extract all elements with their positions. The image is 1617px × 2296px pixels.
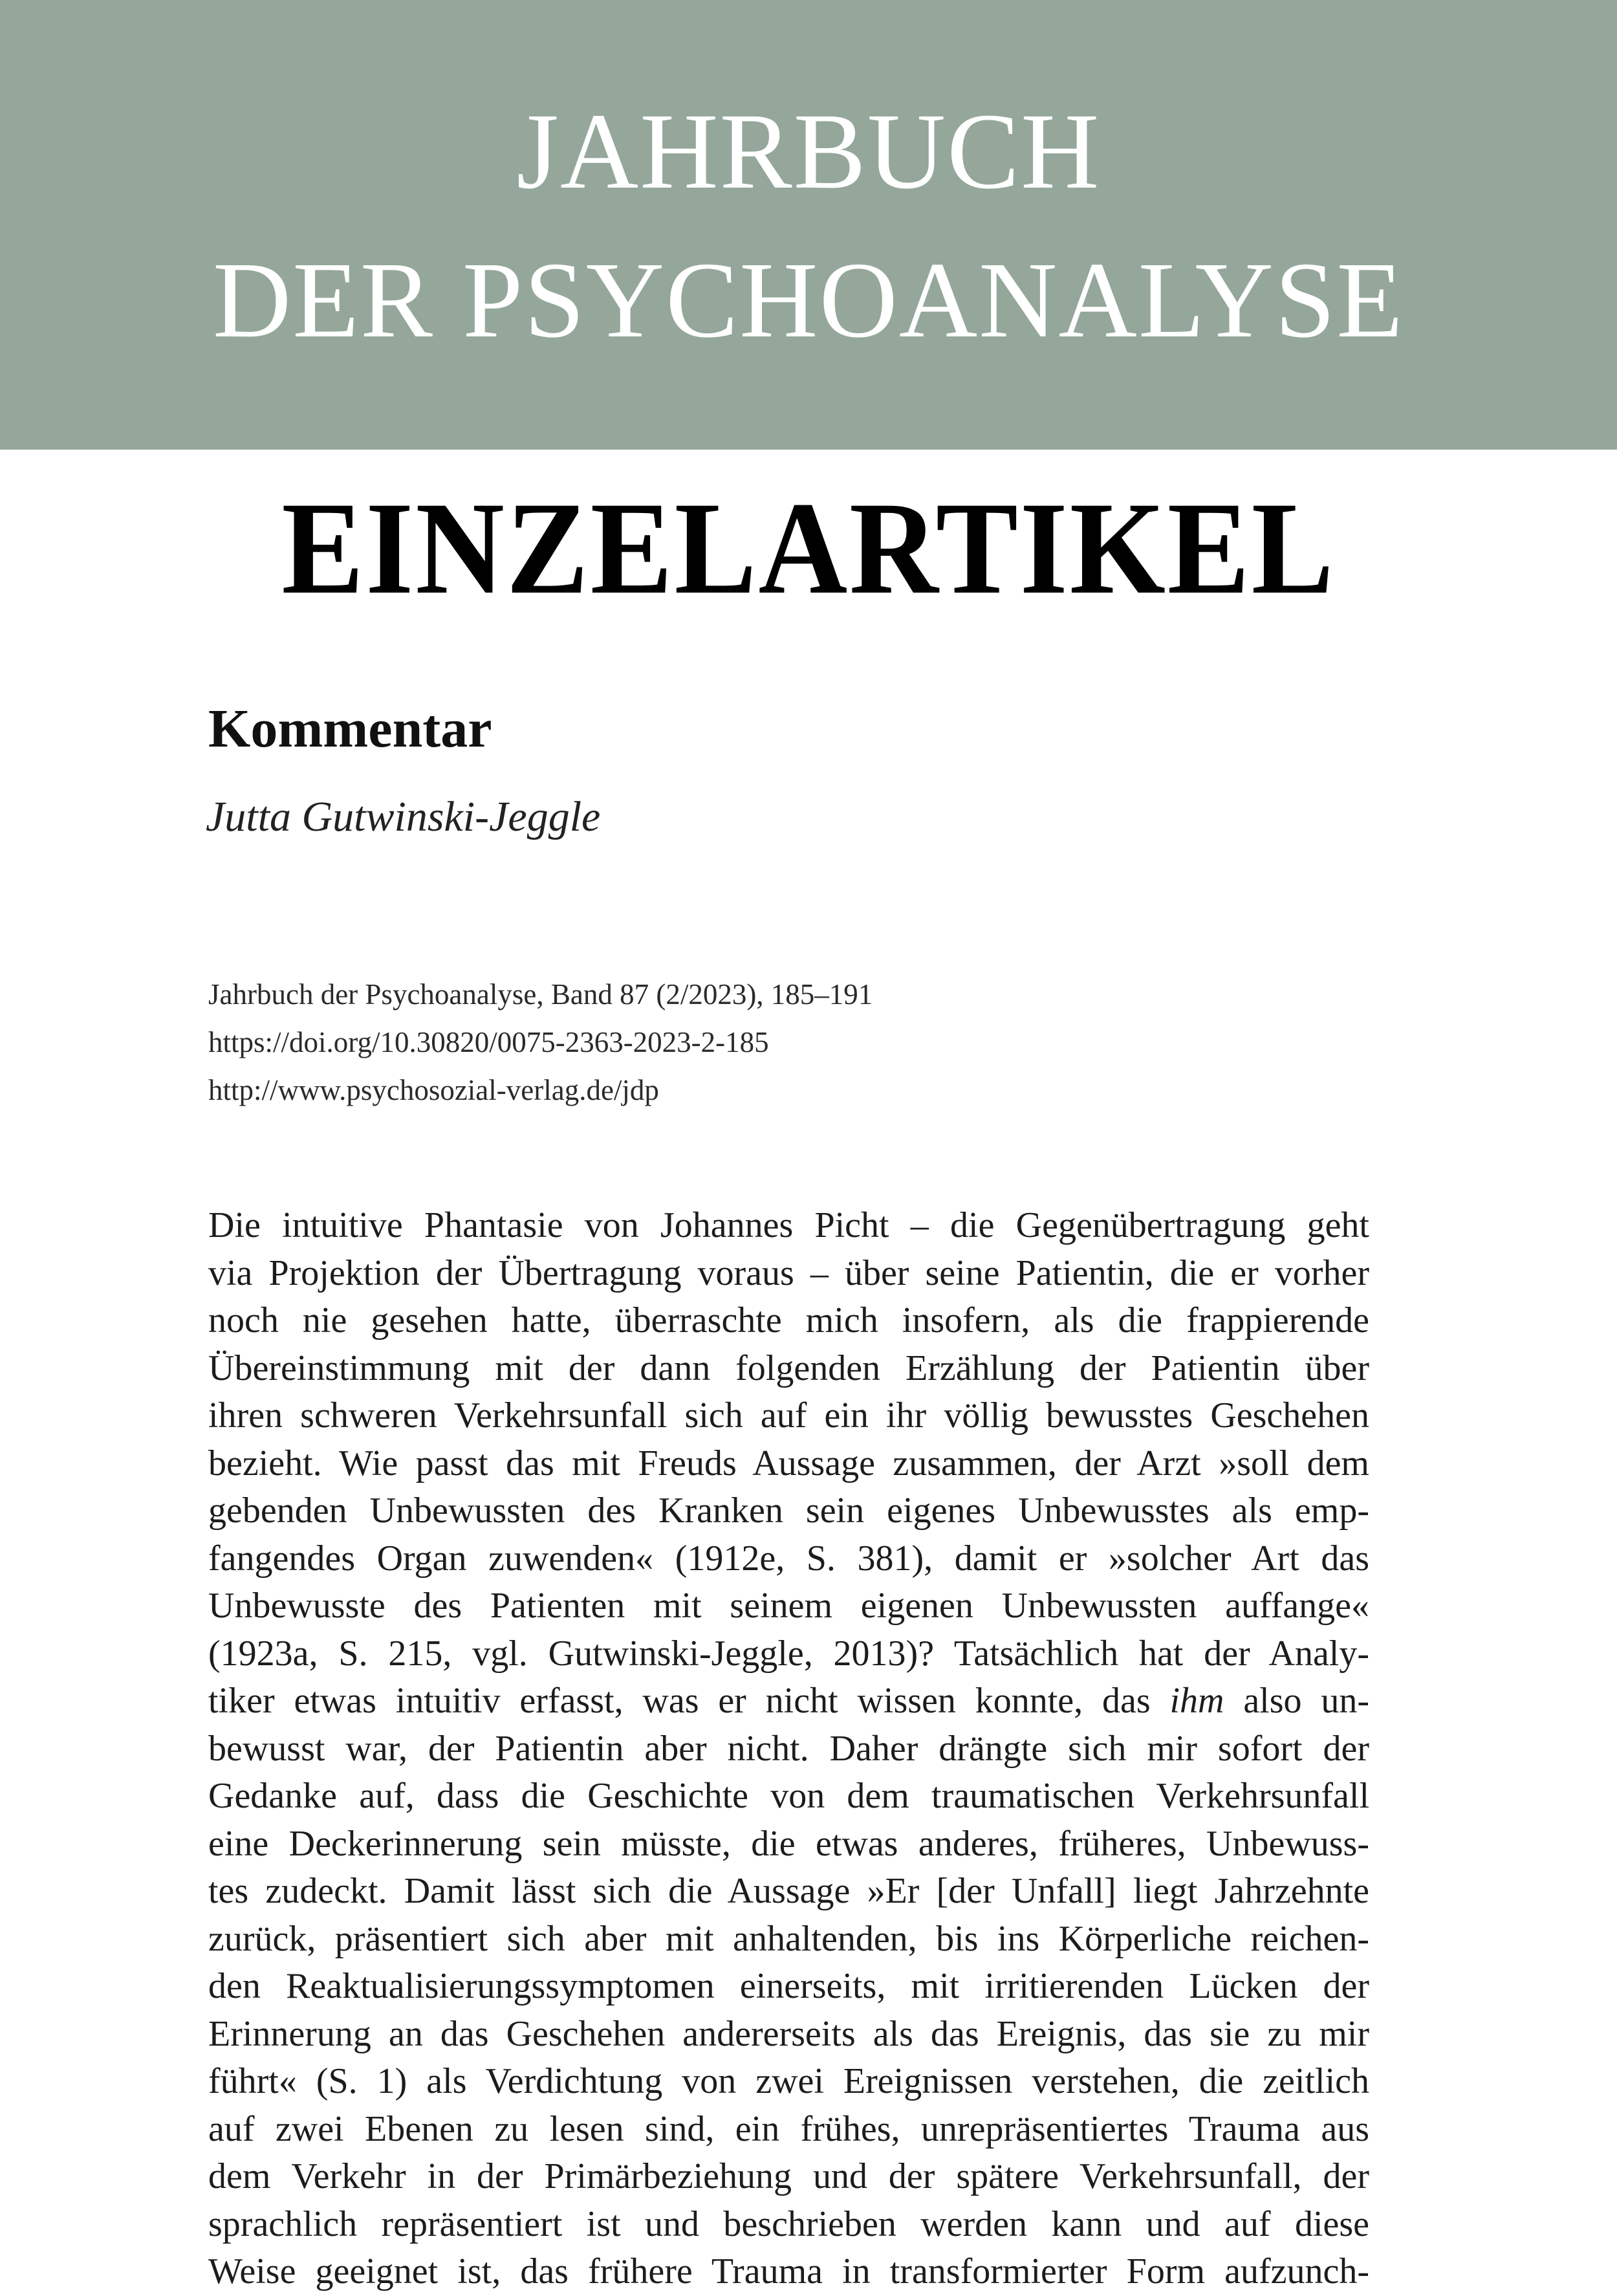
article-title: Kommentar	[208, 699, 492, 759]
body-line: Weise geeignet ist, das frühere Trauma in transformierter Form aufzunch-	[208, 2251, 1369, 2291]
body-line: auf zwei Ebenen zu lesen sind, ein frühes, unrepräsentiertes Trauma aus	[208, 2108, 1369, 2149]
body-line-text: also un-	[1224, 1681, 1369, 1721]
body-line: den Reaktualisierungssymptomen einerseits, mit irritierenden Lücken der	[208, 1966, 1369, 2006]
body-line: bewusst war, der Patientin aber nicht. Daher drängte sich mir sofort der	[208, 1728, 1369, 1769]
body-line: Die intuitive Phantasie von Johannes Picht – die Gegenübertragung geht	[208, 1205, 1369, 1245]
publisher-url-link[interactable]: http://www.psychosozial-verlag.de/jdp	[208, 1074, 659, 1106]
body-line: Unbewusste des Patienten mit seinem eigenen Unbewussten auffange«	[208, 1586, 1369, 1626]
journal-title-line-1: JAHRBUCH	[516, 91, 1101, 212]
body-line: dem Verkehr in der Primärbeziehung und der spätere Verkehrsunfall, der	[208, 2156, 1369, 2196]
body-line: Gedanke auf, dass die Geschichte von dem traumatischen Verkehrsunfall	[208, 1776, 1369, 1816]
journal-header-band	[0, 0, 1617, 450]
journal-title-line-2: DER PSYCHOANALYSE	[212, 240, 1405, 360]
body-line: Übereinstimmung mit der dann folgenden Erzählung der Patientin über	[208, 1348, 1369, 1388]
body-line: via Projektion der Übertragung voraus – über seine Patientin, die er vorher	[208, 1252, 1369, 1293]
body-line: ihren schweren Verkehrsunfall sich auf ein ihr völlig bewusstes Geschehen	[208, 1395, 1369, 1436]
body-line	[208, 1678, 1369, 1725]
body-line-text: tiker etwas intuitiv erfasst, was er nicht wissen konnte, das	[208, 1681, 1170, 1721]
body-line: Erinnerung an das Geschehen andererseits als das Ereignis, das sie zu mir	[208, 2013, 1369, 2054]
article-kind-heading: EINZELARTIKEL	[281, 475, 1336, 622]
body-line: fangendes Organ zuwenden« (1912e, S. 381), damit er »solcher Art das	[208, 1538, 1369, 1579]
publication-meta	[208, 970, 873, 1114]
body-line: noch nie gesehen hatte, überraschte mich insofern, als die frappierende	[208, 1300, 1369, 1340]
doi-link[interactable]: https://doi.org/10.30820/0075-2363-2023-2-185	[208, 1026, 769, 1058]
article-author: Jutta Gutwinski-Jeggle	[206, 793, 601, 840]
body-line: eine Deckerinnerung sein müsste, die etwas anderes, früheres, Unbewuss-	[208, 1823, 1369, 1864]
body-line: (1923a, S. 215, vgl. Gutwinski-Jeggle, 2013)? Tatsächlich hat der Analy-	[208, 1633, 1369, 1674]
body-line: führt« (S. 1) als Verdichtung von zwei Ereignissen verstehen, die zeitlich	[208, 2061, 1369, 2101]
article-body	[208, 1202, 1369, 2296]
emphasized-word: ihm	[1169, 1681, 1224, 1721]
body-line: gebenden Unbewussten des Kranken sein eigenes Unbewusstes als emp-	[208, 1491, 1369, 1531]
body-line: tes zudeckt. Damit lässt sich die Aussage »Er [der Unfall] liegt Jahrzehnte	[208, 1871, 1369, 1911]
citation-line: Jahrbuch der Psychoanalyse, Band 87 (2/2023), 185–191	[208, 978, 873, 1011]
body-line: bezieht. Wie passt das mit Freuds Aussage zusammen, der Arzt »soll dem	[208, 1443, 1369, 1483]
body-line: sprachlich repräsentiert ist und beschrieben werden kann und auf diese	[208, 2203, 1369, 2244]
body-line: zurück, präsentiert sich aber mit anhaltenden, bis ins Körperliche reichen-	[208, 1918, 1369, 1959]
